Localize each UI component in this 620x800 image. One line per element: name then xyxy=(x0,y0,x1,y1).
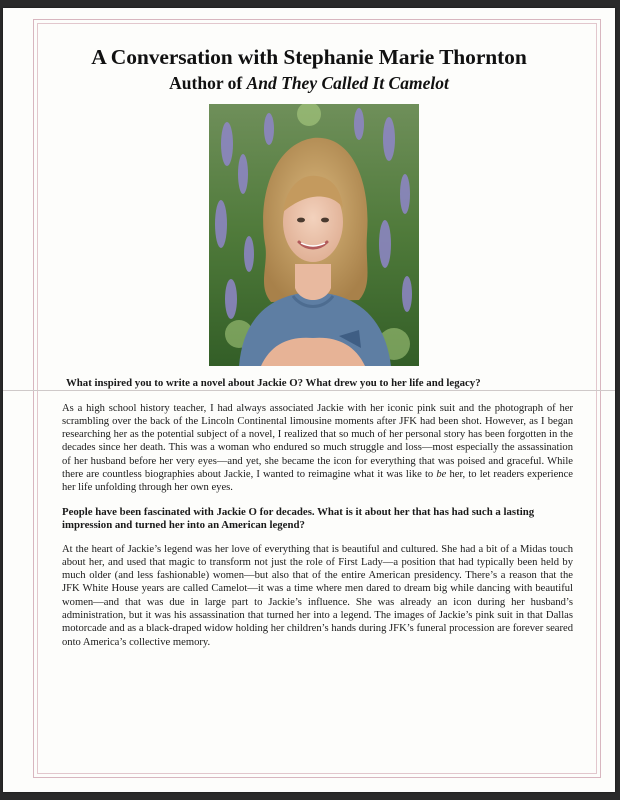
answer-1-text-end: her, to let readers experience her life unfolding through her own eyes. xyxy=(62,468,573,494)
document-page xyxy=(3,8,615,792)
book-title: And They Called It Camelot xyxy=(246,73,449,93)
page-subtitle xyxy=(3,73,615,94)
answer-1-text-start: As a high school history teacher, I had always associated Jackie with her iconic pink suit and the photograph of her scrambling over the back of the Lincoln Continental limousine moments after JFK had been shot. However, as I began researching her as the potential subject of a novel, I realized that so much of her personal story has been forgotten in the decades since her death. This was a woman who endured so much struggle and loss—most especially the assassination of her husband before her very eyes—and yet, she became the icon for everything that was poised and graceful. While there are countless biographies about Jackie, I wanted to reimagine what it was like to xyxy=(62,402,573,480)
author-portrait-image xyxy=(209,104,419,366)
page-title: A Conversation with Stephanie Marie Thornton xyxy=(91,45,527,69)
answer-1-emphasis: be xyxy=(436,468,447,480)
subtitle-prefix: Author of xyxy=(169,73,247,93)
question-2: People have been fascinated with Jackie O for decades. What is it about her that has had such a lasting impression and turned her into an American legend? xyxy=(62,505,535,532)
interview-content xyxy=(62,377,573,660)
answer-1 xyxy=(62,402,573,495)
author-photo xyxy=(209,104,419,366)
answer-2: At the heart of Jackie’s legend was her love of everything that is beautiful and cultured. She had a bit of a Midas touch about her, and used that magic to transform not just the role of First Lady—a position that had typically been held by much older (and less fashionable) women—but also that of the entire American presidency. There’s a reason that the JFK White House years are called Camelot—it was a time where men dared to dream big while dancing with beautiful women—and that was due in large part to Jackie’s influence. She was already an icon during her husband’s administration, but it was his assassination that turned her into a legend. The images of Jackie’s pink suit in that Dallas motorcade and as a black-draped widow holding her children’s hands during JFK’s funeral procession are forever seared onto America’s collective memory. xyxy=(62,543,573,648)
question-1: What inspired you to write a novel about Jackie O? What drew you to her life and legacy? xyxy=(66,377,481,389)
